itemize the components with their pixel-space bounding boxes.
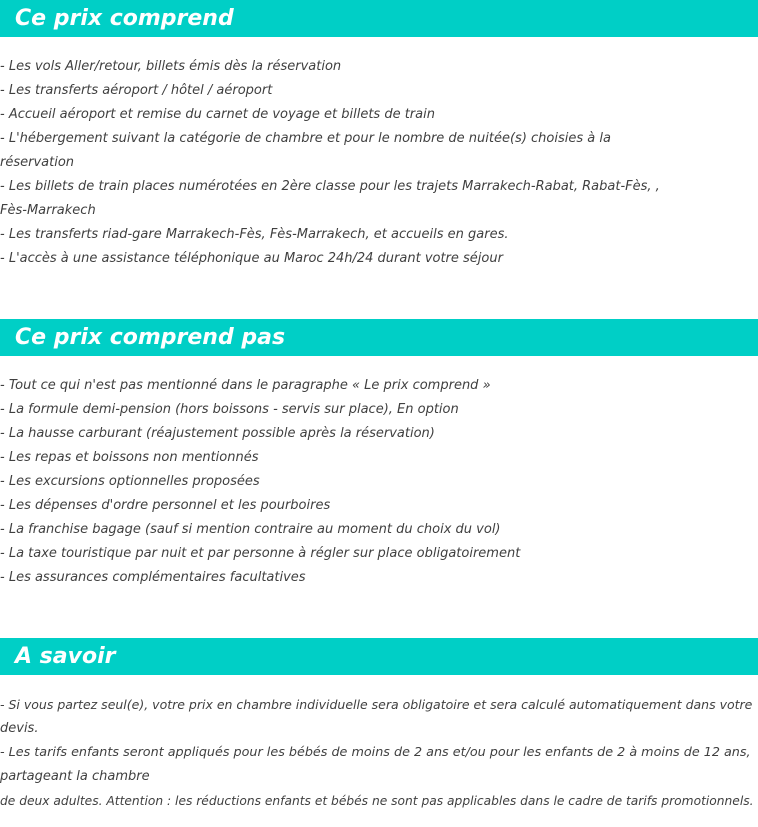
list-item: - Tout ce qui n'est pas mentionné dans le paragraphe « Le prix comprend » bbox=[0, 378, 491, 393]
list-item: - La taxe touristique par nuit et par personne à régler sur place obligatoirement bbox=[0, 546, 521, 561]
list-item: - Accueil aéroport et remise du carnet de voyage et billets de train bbox=[0, 107, 435, 122]
section-body bbox=[0, 693, 758, 813]
list-item: - Les dépenses d'ordre personnel et les pourboires bbox=[0, 498, 331, 513]
list-item: - Les transferts aéroport / hôtel / aéroport bbox=[0, 83, 273, 98]
section-ce-prix-comprend bbox=[0, 0, 758, 271]
list-item: - La hausse carburant (réajustement possible après la réservation) bbox=[0, 426, 435, 441]
list-item: - Les assurances complémentaires facultatives bbox=[0, 570, 306, 585]
list-item: - Les billets de train places numérotées en 2ère classe pour les trajets Marrakech-Rabat, Rabat-Fès, , bbox=[0, 179, 660, 194]
list-item: partageant la chambre bbox=[0, 769, 150, 784]
list-item: - Les tarifs enfants seront appliqués pour les bébés de moins de 2 ans et/ou pour les enfants de 2 à moins de 12 ans, bbox=[0, 745, 751, 760]
list-item: - Si vous partez seul(e), votre prix en chambre individuelle sera obligatoire et sera calculé automatiquement dans votre bbox=[0, 697, 753, 712]
section-title: A savoir bbox=[15, 643, 116, 669]
list-item: réservation bbox=[0, 155, 75, 170]
list-item: devis. bbox=[0, 721, 39, 736]
section-body bbox=[0, 374, 758, 590]
section-header bbox=[0, 638, 758, 675]
list-item: Fès-Marrakech bbox=[0, 203, 96, 218]
list-item: - La formule demi-pension (hors boissons - servis sur place), En option bbox=[0, 402, 459, 417]
list-item: - Les transferts riad-gare Marrakech-Fès, Fès-Marrakech, et accueils en gares. bbox=[0, 227, 509, 242]
list-item: - L'accès à une assistance téléphonique au Maroc 24h/24 durant votre séjour bbox=[0, 251, 503, 266]
section-title: Ce prix comprend pas bbox=[15, 324, 286, 350]
section-header bbox=[0, 319, 758, 356]
section-body bbox=[0, 55, 758, 271]
list-item: de deux adultes. Attention : les réductions enfants et bébés ne sont pas applicables dans le cadre de tarifs promotionnels. bbox=[0, 794, 754, 808]
section-header bbox=[0, 0, 758, 37]
list-item: - La franchise bagage (sauf si mention contraire au moment du choix du vol) bbox=[0, 522, 501, 537]
section-title: Ce prix comprend bbox=[15, 5, 234, 31]
list-item: - Les vols Aller/retour, billets émis dès la réservation bbox=[0, 59, 342, 74]
list-item: - L'hébergement suivant la catégorie de chambre et pour le nombre de nuitée(s) choisies à la bbox=[0, 131, 611, 146]
section-a-savoir bbox=[0, 638, 758, 813]
list-item: - Les repas et boissons non mentionnés bbox=[0, 450, 259, 465]
list-item: - Les excursions optionnelles proposées bbox=[0, 474, 260, 489]
section-ce-prix-comprend-pas bbox=[0, 319, 758, 590]
